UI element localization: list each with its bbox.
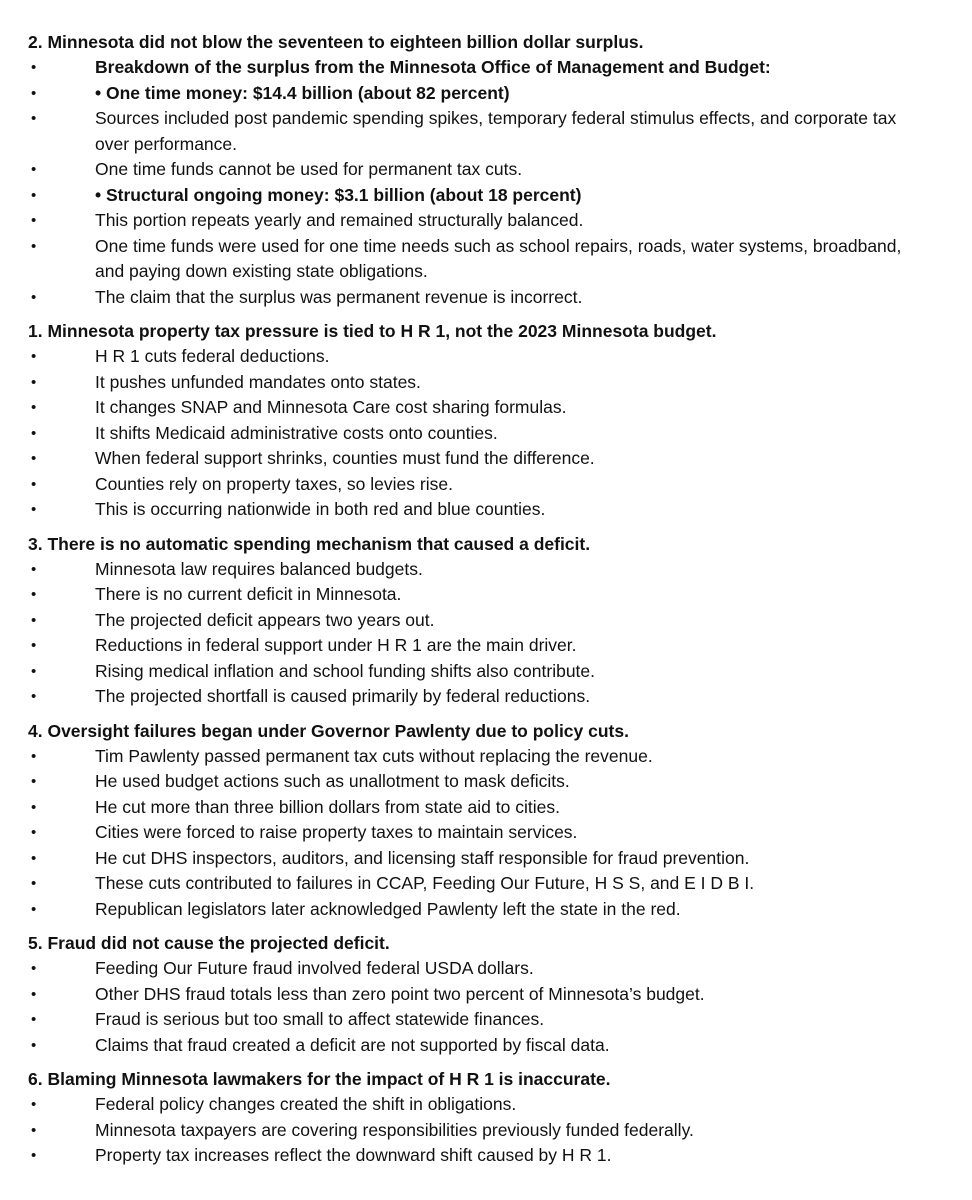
bullet-marker: • <box>31 900 37 918</box>
bullet-marker: • <box>31 501 37 518</box>
bullet-item <box>0 684 972 710</box>
bullet-marker: • <box>31 475 37 493</box>
bullet-list <box>0 1092 972 1169</box>
document-body <box>0 30 972 1169</box>
bullet-item <box>0 285 972 311</box>
bullet-text: It pushes unfunded mandates onto states. <box>95 371 421 392</box>
bullet-text: Other DHS fraud totals less than zero point two percent of Minnesota’s budget. <box>95 983 705 1004</box>
bullet-marker: • <box>31 399 37 416</box>
bullet-list <box>0 344 972 523</box>
bullet-item <box>0 982 972 1008</box>
bullet-text: The projected shortfall is caused primarily by federal reductions. <box>95 686 591 706</box>
bullet-marker: • <box>31 450 37 467</box>
bullet-item <box>0 769 972 795</box>
bullet-item <box>0 183 972 209</box>
bullet-text: Feeding Our Future fraud involved federal USDA dollars. <box>95 958 534 978</box>
bullet-marker: • <box>31 161 37 178</box>
bullet-text: Minnesota taxpayers are covering responsibilities previously funded federally. <box>95 1119 694 1140</box>
bullet-marker: • <box>31 611 37 629</box>
bullet-marker: • <box>31 1011 37 1028</box>
bullet-text: Claims that fraud created a deficit are not supported by fiscal data. <box>95 1034 610 1055</box>
bullet-item <box>0 446 972 472</box>
bullet-marker: • <box>31 662 37 680</box>
bullet-text: Fraud is serious but too small to affect statewide finances. <box>95 1009 545 1029</box>
bullet-item <box>0 744 972 770</box>
bullet-item <box>0 1007 972 1033</box>
bullet-text: Sources included post pandemic spending spikes, temporary federal stimulus effects, and corporate tax over performance. <box>95 108 897 154</box>
bullet-text: Counties rely on property taxes, so levies rise. <box>95 473 453 494</box>
bullet-item <box>0 234 972 285</box>
bullet-text: These cuts contributed to failures in CCAP, Feeding Our Future, H S S, and E I D B I. <box>95 873 755 893</box>
document-section <box>0 719 972 923</box>
bullet-text: When federal support shrinks, counties must fund the difference. <box>95 448 595 468</box>
bullet-item <box>0 956 972 982</box>
bullet-text: Cities were forced to raise property taxes to maintain services. <box>95 822 578 842</box>
section-heading: 1. Minnesota property tax pressure is tied to H R 1, not the 2023 Minnesota budget. <box>28 321 717 341</box>
bullet-item <box>0 1143 972 1169</box>
bullet-marker: • <box>31 110 37 127</box>
bullet-marker: • <box>31 237 37 255</box>
bullet-marker: • <box>31 424 37 442</box>
bullet-marker: • <box>31 560 37 578</box>
bullet-text: He cut more than three billion dollars from state aid to cities. <box>95 796 560 817</box>
bullet-marker: • <box>31 849 37 867</box>
bullet-item <box>0 871 972 897</box>
bullet-marker: • <box>31 84 37 102</box>
bullet-item <box>0 582 972 608</box>
bullet-item <box>0 106 972 157</box>
bullet-text: There is no current deficit in Minnesota. <box>95 584 402 604</box>
bullet-item <box>0 81 972 107</box>
bullet-item <box>0 344 972 370</box>
bullet-list <box>0 55 972 310</box>
bullet-item <box>0 659 972 685</box>
bullet-marker: • <box>31 1096 37 1113</box>
bullet-marker: • <box>31 373 37 391</box>
bullet-text: It shifts Medicaid administrative costs onto counties. <box>95 422 498 443</box>
bullet-marker: • <box>31 586 37 603</box>
document-section <box>0 931 972 1058</box>
bullet-text: • Structural ongoing money: $3.1 billion (about 18 percent) <box>95 184 582 205</box>
bullet-item <box>0 557 972 583</box>
bullet-item <box>0 608 972 634</box>
bullet-text: Property tax increases reflect the downward shift caused by H R 1. <box>95 1145 612 1165</box>
bullet-marker: • <box>31 875 37 892</box>
bullet-item <box>0 846 972 872</box>
document-section <box>0 1067 972 1169</box>
bullet-marker: • <box>31 1036 37 1054</box>
bullet-item <box>0 497 972 523</box>
section-heading: 3. There is no automatic spending mechanism that caused a deficit. <box>28 533 591 554</box>
bullet-marker: • <box>31 1147 37 1164</box>
bullet-item <box>0 820 972 846</box>
document-section <box>0 532 972 710</box>
bullet-text: Federal policy changes created the shift in obligations. <box>95 1094 517 1114</box>
section-heading: 6. Blaming Minnesota lawmakers for the impact of H R 1 is inaccurate. <box>28 1069 611 1089</box>
bullet-marker: • <box>31 186 37 204</box>
bullet-text: Rising medical inflation and school funding shifts also contribute. <box>95 660 596 681</box>
bullet-text: Minnesota law requires balanced budgets. <box>95 558 423 579</box>
bullet-text: • One time money: $14.4 billion (about 82 percent) <box>95 82 510 103</box>
bullet-item <box>0 157 972 183</box>
bullet-text: He cut DHS inspectors, auditors, and licensing staff responsible for fraud prevention. <box>95 847 750 868</box>
bullet-text: Reductions in federal support under H R 1 are the main driver. <box>95 635 577 655</box>
section-heading: 2. Minnesota did not blow the seventeen to eighteen billion dollar surplus. <box>28 32 644 52</box>
section-heading: 5. Fraud did not cause the projected deficit. <box>28 933 390 953</box>
bullet-text: One time funds were used for one time needs such as school repairs, roads, water systems, broadband, and paying down existing state obligations. <box>95 235 902 281</box>
bullet-item <box>0 633 972 659</box>
bullet-marker: • <box>31 688 37 705</box>
bullet-text: The claim that the surplus was permanent revenue is incorrect. <box>95 286 583 307</box>
bullet-text: Breakdown of the surplus from the Minnesota Office of Management and Budget: <box>95 57 771 77</box>
bullet-text: Tim Pawlenty passed permanent tax cuts without replacing the revenue. <box>95 745 653 766</box>
bullet-text: This is occurring nationwide in both red and blue counties. <box>95 499 546 519</box>
bullet-item <box>0 795 972 821</box>
bullet-marker: • <box>31 824 37 841</box>
bullet-marker: • <box>31 637 37 654</box>
bullet-text: It changes SNAP and Minnesota Care cost sharing formulas. <box>95 397 567 417</box>
bullet-marker: • <box>31 348 37 365</box>
bullet-item <box>0 370 972 396</box>
bullet-marker: • <box>31 288 37 306</box>
bullet-list <box>0 744 972 923</box>
document-section <box>0 30 972 310</box>
document-section <box>0 319 972 523</box>
bullet-item <box>0 395 972 421</box>
bullet-marker: • <box>31 59 37 76</box>
bullet-marker: • <box>31 985 37 1003</box>
bullet-item <box>0 1033 972 1059</box>
bullet-item <box>0 472 972 498</box>
bullet-text: This portion repeats yearly and remained structurally balanced. <box>95 210 584 230</box>
bullet-marker: • <box>31 212 37 229</box>
bullet-marker: • <box>31 773 37 790</box>
bullet-text: One time funds cannot be used for permanent tax cuts. <box>95 159 523 179</box>
bullet-item <box>0 1092 972 1118</box>
bullet-marker: • <box>31 798 37 816</box>
bullet-marker: • <box>31 960 37 977</box>
bullet-marker: • <box>31 1121 37 1139</box>
bullet-item <box>0 421 972 447</box>
bullet-text: He used budget actions such as unallotment to mask deficits. <box>95 771 570 791</box>
bullet-text: H R 1 cuts federal deductions. <box>95 346 330 366</box>
bullet-marker: • <box>31 747 37 765</box>
section-heading: 4. Oversight failures began under Governor Pawlenty due to policy cuts. <box>28 720 629 741</box>
bullet-list <box>0 956 972 1058</box>
bullet-item <box>0 897 972 923</box>
bullet-item <box>0 55 972 81</box>
bullet-item <box>0 1118 972 1144</box>
bullet-list <box>0 557 972 710</box>
bullet-text: Republican legislators later acknowledged Pawlenty left the state in the red. <box>95 898 681 919</box>
bullet-item <box>0 208 972 234</box>
bullet-text: The projected deficit appears two years out. <box>95 609 435 630</box>
